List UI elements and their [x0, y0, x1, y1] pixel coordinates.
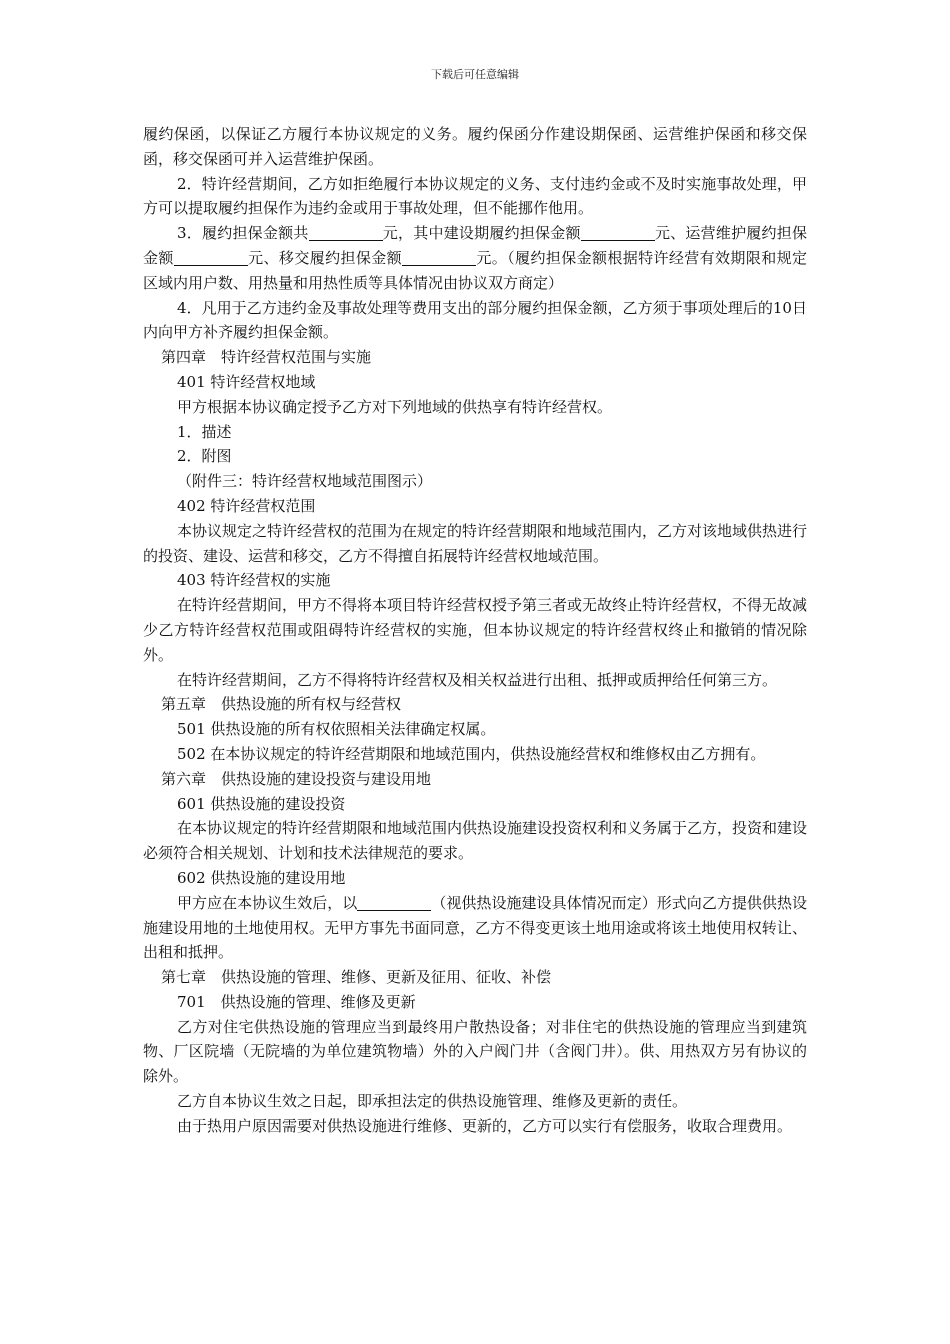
- paragraph: 在本协议规定的特许经营期限和地域范围内供热设施建设投资权利和义务属于乙方，投资和建设必须符合相关规划、计划和技术法律规范的要求。: [143, 819, 808, 863]
- document-body: [143, 122, 807, 1139]
- text-segment: 元、运营维护履约担保金额: [143, 224, 807, 267]
- text-segment: 元，其中建设期履约担保金额: [382, 224, 581, 243]
- paragraph: [143, 891, 807, 965]
- paragraph: （附件三：特许经营权地域范围图示）: [177, 472, 433, 491]
- fill-in-blank: [402, 249, 476, 266]
- paragraph: 甲方根据本协议确定授予乙方对下列地域的供热享有特许经营权。: [177, 397, 613, 416]
- paragraph: 乙方对住宅供热设施的管理应当到最终用户散热设备；对非住宅的供热设施的管理应当到建筑物、厂区院墙（无院墙的为单位建筑物墙）外的入户阀门井（含阀门井）。供、用热双方另有协议的除外。: [143, 1017, 807, 1086]
- paragraph: 501 供热设施的所有权依照相关法律确定权属。: [177, 720, 496, 739]
- text-segment: 甲方应在本协议生效后，以: [177, 893, 358, 912]
- fill-in-blank: [174, 249, 248, 266]
- chapter-heading: 第六章 供热设施的建设投资与建设用地: [161, 769, 432, 788]
- page-header: 下载后可任意编辑: [431, 68, 519, 81]
- paragraph: [143, 221, 807, 295]
- paragraph: 本协议规定之特许经营权的范围为在规定的特许经营期限和地域范围内，乙方对该地域供热进行的投资、建设、运营和移交，乙方不得擅自拓展特许经营权地域范围。: [143, 521, 808, 565]
- chapter-heading: 第七章 供热设施的管理、维修、更新及征用、征收、补偿: [161, 968, 552, 987]
- paragraph: 由于热用户原因需要对供热设施进行维修、更新的，乙方可以实行有偿服务，收取合理费用。: [177, 1116, 793, 1135]
- text-segment: 3．履约担保金额共: [177, 224, 309, 243]
- paragraph: 2．附图: [177, 447, 232, 466]
- text-segment: 元。（履约担保金额根据特许经营有效期限和规定区域内用户数、用热量和用热性质等具体情况由协议双方商定）: [143, 248, 807, 292]
- paragraph: 乙方自本协议生效之日起，即承担法定的供热设施管理、维修及更新的责任。: [177, 1092, 688, 1111]
- text-segment: 元、移交履约担保金额: [247, 248, 403, 267]
- paragraph: 1．描述: [177, 422, 232, 441]
- chapter-heading: 第五章 供热设施的所有权与经营权: [161, 695, 402, 714]
- paragraph: 履约保函，以保证乙方履行本协议规定的义务。履约保函分作建设期保函、运营维护保函和移交保函，移交保函可并入运营维护保函。: [143, 125, 807, 168]
- section-heading: 602 供热设施的建设用地: [177, 868, 346, 887]
- section-heading: 403 特许经营权的实施: [177, 571, 331, 590]
- paragraph: 502 在本协议规定的特许经营期限和地域范围内，供热设施经营权和维修权由乙方拥有。: [177, 744, 766, 763]
- section-heading: 402 特许经营权范围: [177, 496, 316, 515]
- fill-in-blank: [357, 894, 431, 911]
- fill-in-blank: [309, 224, 383, 241]
- section-heading: 601 供热设施的建设投资: [177, 794, 346, 813]
- paragraph: 2．特许经营期间，乙方如拒绝履行本协议规定的义务、支付违约金或不及时实施事故处理，甲方可以提取履约担保作为违约金或用于事故处理，但不能挪作他用。: [143, 174, 807, 218]
- section-heading: 401 特许经营权地域: [177, 372, 316, 391]
- chapter-heading: 第四章 特许经营权范围与实施: [161, 348, 372, 367]
- paragraph: 在特许经营期间，乙方不得将特许经营权及相关权益进行出租、抵押或质押给任何第三方。: [177, 670, 778, 689]
- fill-in-blank: [581, 224, 655, 241]
- paragraph: 在特许经营期间，甲方不得将本项目特许经营权授予第三者或无故终止特许经营权，不得无故减少乙方特许经营权范围或阻碍特许经营权的实施，但本协议规定的特许经营权终止和撤销的情况除外。: [143, 596, 808, 664]
- text-segment: （视供热设施建设具体情况而定）形式向乙方提供供热设施建设用地的土地使用权。无甲方事先书面同意，乙方不得变更该土地用途或将该土地使用权转让、出租和抵押。: [143, 893, 807, 962]
- section-heading: 701 供热设施的管理、维修及更新: [177, 992, 416, 1011]
- paragraph: 4．凡用于乙方违约金及事故处理等费用支出的部分履约担保金额，乙方须于事项处理后的10日内向甲方补齐履约担保金额。: [143, 298, 807, 342]
